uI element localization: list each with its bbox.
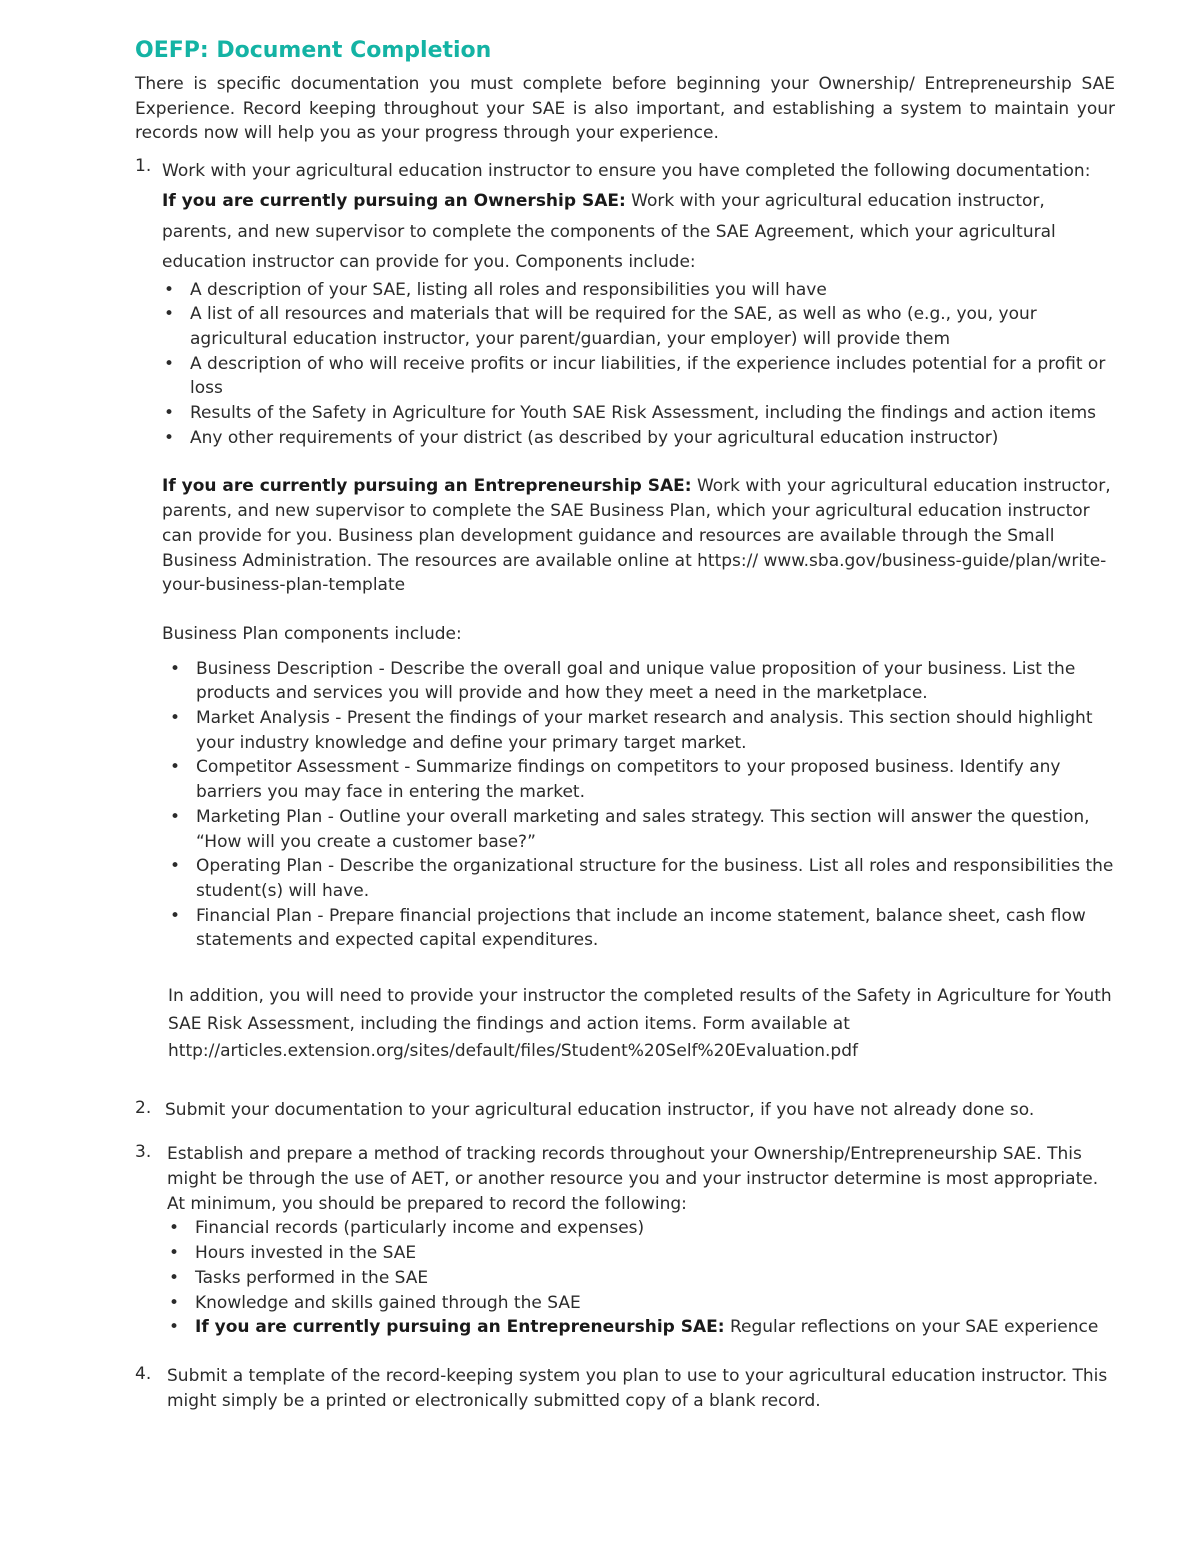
- document-page: [135, 36, 1115, 1413]
- ownership-lead: If you are currently pursuing an Ownership SAE:: [162, 191, 626, 211]
- step-1: [135, 156, 1115, 1066]
- ownership-paragraph: [162, 186, 1115, 278]
- list-item: • If you are currently pursuing an Entrepreneurship SAE: Regular reflections on your SAE experience: [167, 1315, 1115, 1340]
- intro-paragraph: There is specific documentation you must complete before beginning your Ownership/ Entrepreneurship SAE Experience. Record keeping throughout your SAE is also important, and establishing a system to maintain your records now will help you as your progress through your experience.: [135, 74, 1115, 143]
- bullet-icon: •: [170, 905, 181, 926]
- entrepreneurship-lead: If you are currently pursuing an Entrepreneurship SAE:: [162, 476, 692, 497]
- bullet-icon: •: [170, 658, 181, 679]
- step-number: 4.: [135, 1363, 152, 1384]
- page-title: OEFP: Document Completion: [135, 38, 492, 63]
- bullet-icon: •: [164, 427, 175, 448]
- bullet-icon: •: [170, 757, 181, 778]
- step-2-text: Submit your documentation to your agricultural education instructor, if you have not already done so.: [165, 1099, 1035, 1120]
- step-number: 3.: [135, 1142, 152, 1163]
- list-item: • A description of your SAE, listing all roles and responsibilities you will have: [162, 278, 1115, 303]
- list-item: • A description of who will receive profits or incur liabilities, if the experience includes potential for a profit or loss: [164, 353, 1106, 399]
- step-number: 1.: [135, 155, 152, 176]
- step-3-text: Establish and prepare a method of tracking records throughout your Ownership/Entrepreneurship SAE. This might be through the use of AET, or another resource you and your instructor determine is most appropriate. At minimum, you should be prepared to record the following:: [167, 1144, 1099, 1214]
- bullet-icon: •: [169, 1267, 180, 1288]
- business-plan-components-list: [168, 657, 1115, 953]
- step-2: [135, 1098, 1115, 1123]
- step-4: [135, 1364, 1115, 1413]
- bullet-icon: •: [169, 1317, 180, 1338]
- list-item: • Hours invested in the SAE: [167, 1241, 1115, 1266]
- bullet-icon: •: [170, 856, 181, 877]
- bullet-icon: •: [164, 403, 175, 424]
- entrepreneurship-lead: If you are currently pursuing an Entrepreneurship SAE:: [195, 1317, 725, 1338]
- addition-paragraph: In addition, you will need to provide your instructor the completed results of the Safety in Agriculture for Youth SAE Risk Assessment, including the findings and action items. Form available at http://articles.extension.org/sites/default/files/Student%20Self%20Evaluation.pdf: [168, 986, 1112, 1062]
- list-item: • Financial Plan - Prepare financial projections that include an income statement, balance sheet, cash flow statements and expected capital expenditures.: [170, 905, 1086, 951]
- bullet-icon: •: [169, 1218, 180, 1239]
- step-3: [135, 1142, 1115, 1340]
- step-4-text: Submit a template of the record-keeping system you plan to use to your agricultural education instructor. This might simply be a printed or electronically submitted copy of a blank record.: [167, 1365, 1108, 1411]
- bullet-icon: •: [164, 304, 175, 325]
- ownership-text: Work with your agricultural education instructor, parents, and new supervisor to complete the components of the SAE Agreement, which your agricultural education instructor can provide for you. Components include:: [162, 191, 1056, 272]
- bullet-icon: •: [170, 708, 181, 729]
- list-item: • Knowledge and skills gained through the SAE: [167, 1291, 1115, 1316]
- list-item: • Tasks performed in the SAE: [167, 1266, 1115, 1291]
- step-number: 2.: [135, 1097, 152, 1118]
- step-1-text: Work with your agricultural education instructor to ensure you have completed the following documentation:: [162, 160, 1091, 181]
- bullet-icon: •: [169, 1292, 180, 1313]
- list-item: • Results of the Safety in Agriculture for Youth SAE Risk Assessment, including the findings and action items: [162, 401, 1115, 426]
- bullet-icon: •: [164, 279, 175, 300]
- ownership-components-list: [162, 278, 1115, 451]
- list-item: • A list of all resources and materials that will be required for the SAE, as well as who (e.g., you, your agricultural education instructor, your parent/guardian, your employer) will provide them: [164, 304, 1037, 349]
- list-item: • Business Description - Describe the overall goal and unique value proposition of your business. List the products and services you will provide and how they meet a need in the marketplace.: [170, 658, 1076, 704]
- business-plan-label: Business Plan components include:: [162, 623, 462, 644]
- bullet-icon: •: [170, 806, 181, 827]
- list-item: • Any other requirements of your district (as described by your agricultural education instructor): [162, 426, 1115, 451]
- list-item: • Operating Plan - Describe the organizational structure for the business. List all roles and responsibilities the student(s) will have.: [170, 856, 1114, 901]
- bullet-icon: •: [164, 353, 175, 374]
- list-item: • Financial records (particularly income and expenses): [167, 1216, 1115, 1241]
- entrepreneurship-text: Work with your agricultural education instructor, parents, and new supervisor to complete the SAE Business Plan, which your agricultural education instructor can provide for you. Business plan development guidance and resources are available through the Small Business Administration. The resources are available online at https:// www.sba.gov/business-guide/plan/write-your-business-plan-template: [162, 476, 1111, 596]
- bullet-icon: •: [169, 1243, 180, 1264]
- list-item: • Market Analysis - Present the findings of your market research and analysis. This section should highlight your industry knowledge and define your primary target market.: [170, 708, 1093, 753]
- entrepreneurship-paragraph: [162, 474, 1115, 598]
- list-item: • Marketing Plan - Outline your overall marketing and sales strategy. This section will answer the question, “How will you create a customer base?”: [170, 806, 1090, 852]
- list-item: • Competitor Assessment - Summarize findings on competitors to your proposed business. Identify any barriers you may face in entering the market.: [170, 757, 1061, 803]
- record-items-list: [167, 1216, 1115, 1340]
